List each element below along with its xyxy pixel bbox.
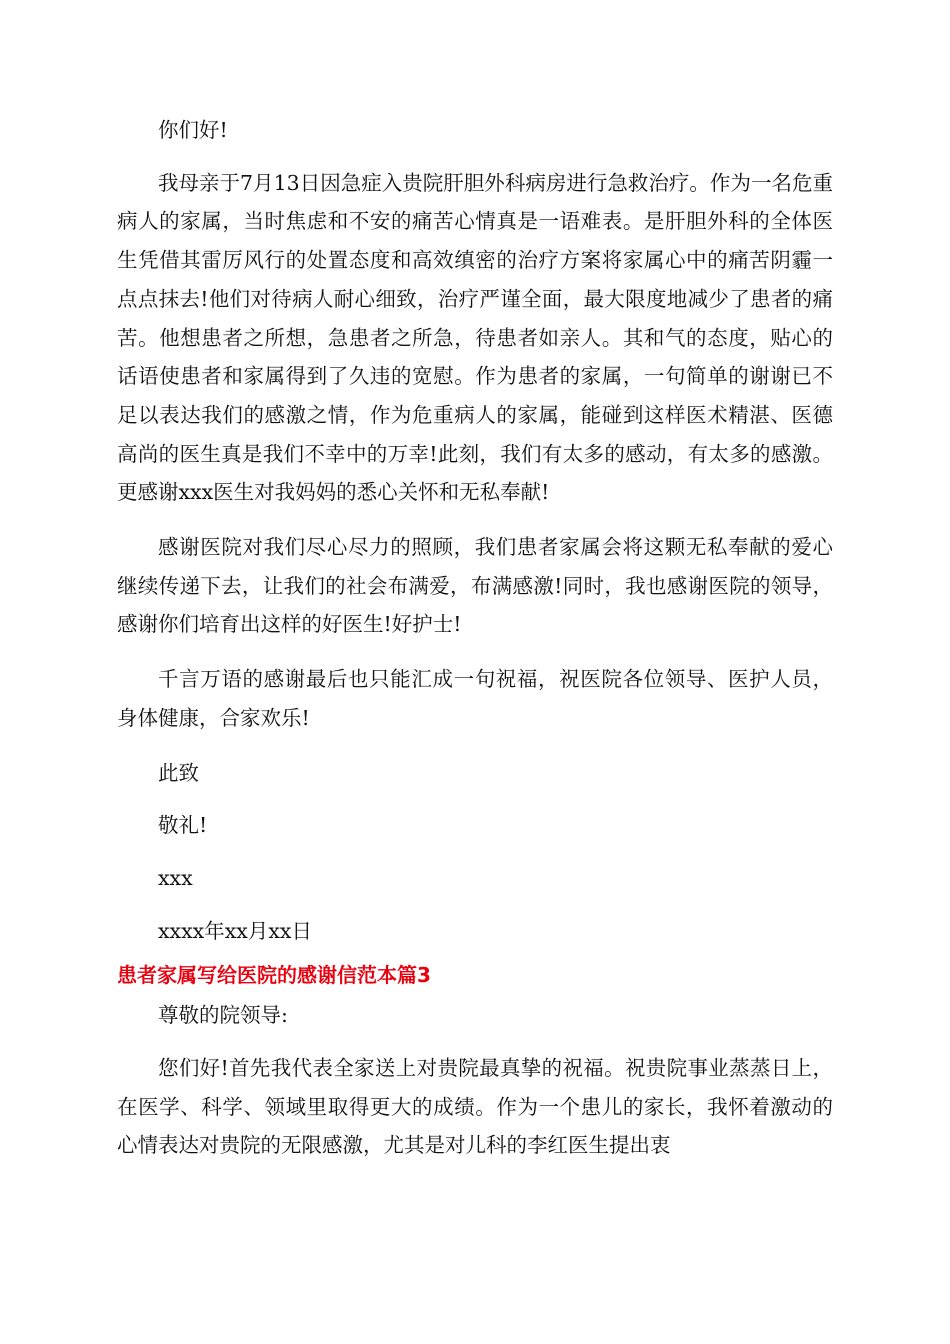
letter-paragraph-2: 感谢医院对我们尽心尽力的照顾，我们患者家属会将这颗无私奉献的爱心继续传递下去，让我们的社会布满爱，布满感激!同时，我也感谢医院的领导，感谢你们培育出这样的好医生!好护士! xyxy=(117,535,833,637)
letter-date: xxxx年xx月xx日 xyxy=(158,918,312,943)
document-body xyxy=(117,111,833,1165)
section-salutation: 尊敬的院领导: xyxy=(158,1003,288,1028)
letter-paragraph-3: 千言万语的感谢最后也只能汇成一句祝福，祝医院各位领导、医护人员，身体健康，合家欢乐! xyxy=(117,667,833,730)
section-title: 患者家属写给医院的感谢信范本篇3 xyxy=(117,963,431,988)
letter-greeting: 你们好! xyxy=(158,118,228,142)
letter-closing-2: 敬礼! xyxy=(158,813,208,838)
letter-paragraph-1: 我母亲于7月13日因急症入贵院肝胆外科病房进行急救治疗。作为一名危重病人的家属，当时焦虑和不安的痛苦心情真是一语难表。是肝胆外科的全体医生凭借其雷厉风行的处置态度和高效缜密的治疗方案将家属心中的痛苦阴霾一点点抹去!他们对待病人耐心细致，治疗严谨全面，最大限度地减少了患者的痛苦。他想患者之所想，急患者之所急，待患者如亲人。其和气的态度，贴心的话语使患者和家属得到了久违的宽慰。作为患者的家属，一句简单的谢谢已不足以表达我们的感激之情，作为危重病人的家属，能碰到这样医术精湛、医德高尚的医生真是我们不幸中的万幸!此刻，我们有太多的感动，有太多的感激。更感谢xxx医生对我妈妈的悉心关怀和无私奉献! xyxy=(117,170,833,505)
section-paragraph-1: 您们好!首先我代表全家送上对贵院最真挚的祝福。祝贵院事业蒸蒸日上，在医学、科学、领域里取得更大的成绩。作为一个患儿的家长，我怀着激动的心情表达对贵院的无限感激，尤其是对儿科的李红医生提出衷 xyxy=(117,1056,833,1158)
letter-signature: xxx xyxy=(158,865,193,890)
letter-closing-1: 此致 xyxy=(158,760,199,785)
